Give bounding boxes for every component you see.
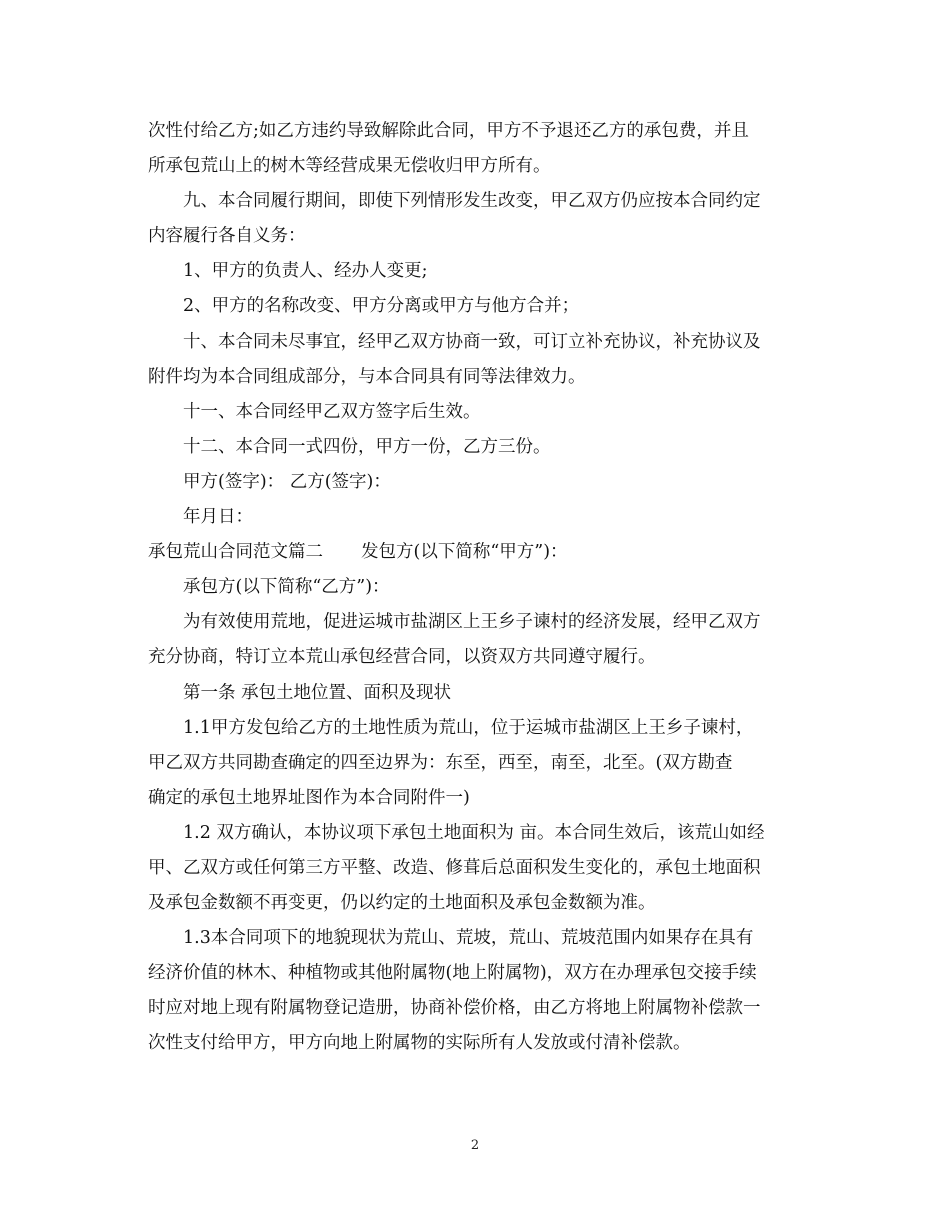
date-line: 年月日： [183, 507, 253, 528]
text-line: 1、甲方的负责人、经办人变更; [183, 261, 428, 282]
text-line: 附件均为本合同组成部分，与本合同具有同等法律效力。 [148, 366, 586, 387]
text-line: 承包方(以下简称“乙方”)： [183, 577, 390, 598]
text-line: 甲乙双方共同勘查确定的四至边界为：东至，西至，南至，北至。(双方勘查 [148, 752, 733, 773]
document-body [148, 114, 808, 1062]
article-heading: 第一条 承包土地位置、面积及现状 [183, 682, 452, 703]
text-line: 及承包金数额不再变更，仍以约定的土地面积及承包金数额为准。 [148, 893, 656, 914]
text-line: 1.1甲方发包给乙方的土地性质为荒山，位于运城市盐湖区上王乡子谏村， [183, 717, 754, 738]
text-line: 次性支付给甲方，甲方向地上附属物的实际所有人发放或付清补偿款。 [148, 1033, 691, 1054]
text-line: 十二、本合同一式四份，甲方一份，乙方三份。 [183, 436, 551, 457]
text-line: 甲、乙双方或任何第三方平整、改造、修葺后总面积发生变化的，承包土地面积 [148, 857, 761, 878]
text-line: 1.2 双方确认，本协议项下承包土地面积为 亩。本合同生效后，该荒山如经 [183, 822, 765, 843]
text-line: 经济价值的林木、种植物或其他附属物(地上附属物)，双方在办理承包交接手续 [148, 963, 757, 984]
text-line: 确定的承包土地界址图作为本合同附件一) [148, 787, 470, 808]
text-line: 时应对地上现有附属物登记造册，协商补偿价格，由乙方将地上附属物补偿款一 [148, 998, 761, 1019]
text-line: 内容履行各自义务： [148, 226, 306, 247]
text-line: 十、本合同未尽事宜，经甲乙双方协商一致，可订立补充协议，补充协议及 [183, 331, 761, 352]
text-line: 2、甲方的名称改变、甲方分离或甲方与他方合并； [183, 296, 580, 317]
text-line: 为有效使用荒地，促进运城市盐湖区上王乡子谏村的经济发展，经甲乙双方 [183, 612, 761, 633]
text-line: 十一、本合同经甲乙双方签字后生效。 [183, 401, 481, 422]
text-line: 充分协商，特订立本荒山承包经营合同，以资双方共同遵守履行。 [148, 647, 656, 668]
page-number: 2 [470, 1138, 480, 1153]
text-line: 次性付给乙方;如乙方违约导致解除此合同，甲方不予退还乙方的承包费，并且 [148, 121, 749, 141]
text-line: 九、本合同履行期间，即使下列情形发生改变，甲乙双方仍应按本合同约定 [183, 191, 761, 212]
text-line: 所承包荒山上的树木等经营成果无偿收归甲方所有。 [148, 156, 551, 177]
party-a-label: 发包方(以下简称“甲方”)： [361, 542, 568, 563]
signature-line: 甲方(签字)： 乙方(签字)： [183, 471, 391, 492]
section-title: 承包荒山合同范文篇二 [148, 542, 323, 563]
text-line: 1.3本合同项下的地貌现状为荒山、荒坡，荒山、荒坡范围内如果存在具有 [183, 928, 754, 949]
section-heading [148, 535, 808, 570]
